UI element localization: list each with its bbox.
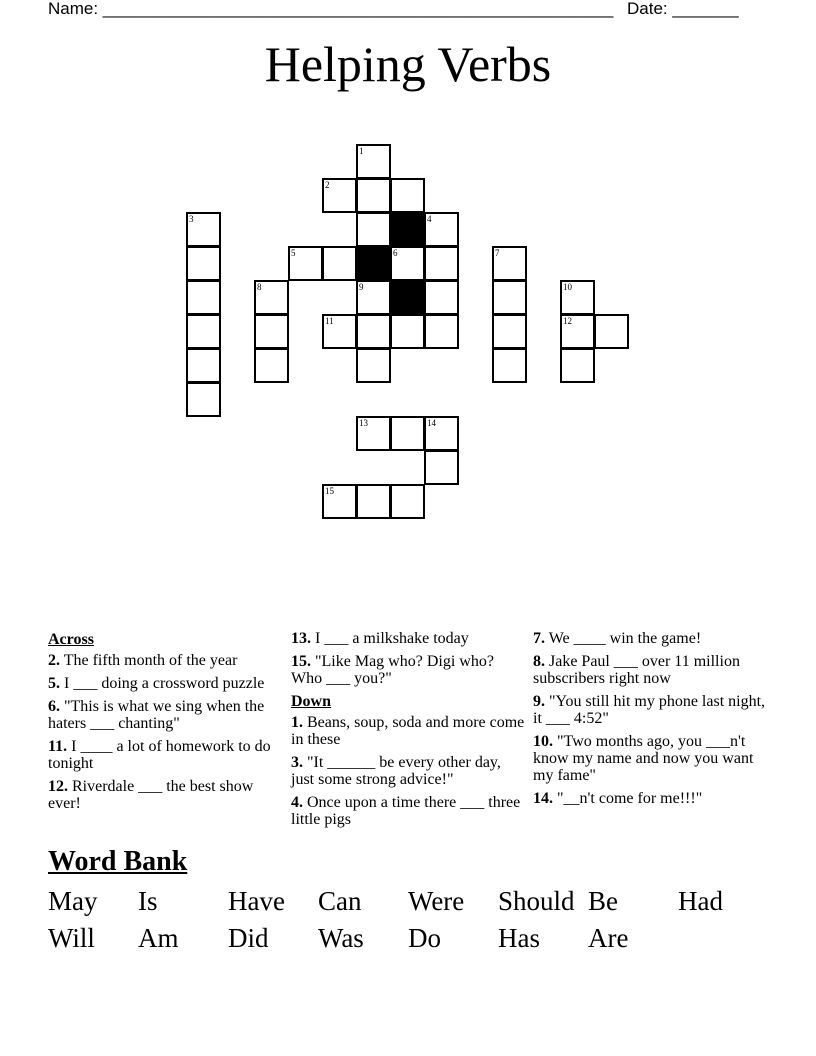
clue-number: 13 bbox=[359, 418, 368, 428]
clue bbox=[48, 738, 284, 772]
clue-number: 13. bbox=[291, 630, 311, 647]
clue-text: "You still hit my phone last night, it ___ 4:52" bbox=[533, 693, 766, 727]
crossword-cell[interactable] bbox=[492, 246, 527, 281]
clue-number: 12. bbox=[48, 778, 68, 795]
clue-number: 15 bbox=[325, 486, 334, 496]
black-square bbox=[356, 246, 391, 281]
crossword-cell[interactable] bbox=[356, 144, 391, 179]
crossword-cell[interactable] bbox=[390, 178, 425, 213]
clue-text: Once upon a time there ___ three little pigs bbox=[291, 794, 521, 828]
crossword-cell[interactable] bbox=[594, 314, 629, 349]
clue bbox=[48, 652, 284, 669]
crossword-cell[interactable] bbox=[424, 280, 459, 315]
clue-number: 4 bbox=[427, 214, 432, 224]
clue bbox=[533, 630, 769, 647]
word-bank-word: Are bbox=[588, 923, 629, 953]
clue-number: 15. bbox=[291, 653, 311, 670]
clue bbox=[533, 733, 769, 784]
black-square bbox=[390, 280, 425, 315]
crossword-cell[interactable] bbox=[492, 348, 527, 383]
crossword-cell[interactable] bbox=[254, 314, 289, 349]
word-bank-word: Be bbox=[588, 886, 618, 916]
crossword-cell[interactable] bbox=[356, 178, 391, 213]
clue-number: 6 bbox=[393, 248, 398, 258]
crossword-cell[interactable] bbox=[322, 314, 357, 349]
clue-text: "Two months ago, you ___n't know my name and now you want my fame" bbox=[533, 733, 754, 784]
clue-number: 7. bbox=[533, 630, 545, 647]
crossword-cell[interactable] bbox=[492, 314, 527, 349]
crossword-cell[interactable] bbox=[322, 246, 357, 281]
crossword-cell[interactable] bbox=[254, 280, 289, 315]
across-heading: Across bbox=[48, 631, 94, 648]
clue bbox=[48, 778, 284, 812]
crossword-cell[interactable] bbox=[186, 348, 221, 383]
crossword-cell[interactable] bbox=[288, 246, 323, 281]
word-bank-word: Do bbox=[408, 923, 441, 953]
clue-text: Riverdale ___ the best show ever! bbox=[48, 778, 254, 812]
clue-text: I ___ a milkshake today bbox=[311, 630, 469, 647]
crossword-cell[interactable] bbox=[424, 314, 459, 349]
date-line: Date: _______ bbox=[627, 0, 739, 18]
word-bank-word: Will bbox=[48, 923, 95, 953]
clue-text: "This is what we sing when the haters ___ chanting" bbox=[48, 698, 265, 732]
clue bbox=[291, 630, 527, 647]
clue-number: 14. bbox=[533, 790, 553, 807]
crossword-cell[interactable] bbox=[560, 348, 595, 383]
clue bbox=[533, 790, 769, 807]
word-bank-word: Have bbox=[228, 886, 285, 916]
clue bbox=[291, 653, 527, 687]
clue-number: 1 bbox=[359, 146, 364, 156]
clue-number: 2. bbox=[48, 652, 60, 669]
clue bbox=[533, 693, 769, 727]
word-bank-word: Can bbox=[318, 886, 362, 916]
crossword-cell[interactable] bbox=[390, 246, 425, 281]
clue-number: 2 bbox=[325, 180, 330, 190]
clue-number: 12 bbox=[563, 316, 572, 326]
crossword-cell[interactable] bbox=[560, 314, 595, 349]
clue bbox=[48, 698, 284, 732]
clue-number: 10. bbox=[533, 733, 553, 750]
clue bbox=[291, 714, 527, 748]
clue-column-1 bbox=[48, 630, 284, 818]
crossword-cell[interactable] bbox=[356, 314, 391, 349]
clue-text: I ___ doing a crossword puzzle bbox=[60, 675, 265, 692]
clue-text: "__n't come for me!!!" bbox=[553, 790, 703, 807]
clue bbox=[48, 675, 284, 692]
clue-column-3 bbox=[533, 630, 769, 813]
crossword-cell[interactable] bbox=[356, 212, 391, 247]
clue-number: 3 bbox=[189, 214, 194, 224]
crossword-cell[interactable] bbox=[492, 280, 527, 315]
crossword-cell[interactable] bbox=[356, 484, 391, 519]
crossword-cell[interactable] bbox=[390, 314, 425, 349]
black-square bbox=[390, 212, 425, 247]
clue-number: 9 bbox=[359, 282, 364, 292]
crossword-cell[interactable] bbox=[322, 178, 357, 213]
crossword-cell[interactable] bbox=[186, 382, 221, 417]
clue-number: 4. bbox=[291, 794, 303, 811]
clue-text: "It ______ be every other day, just some strong advice!" bbox=[291, 754, 501, 788]
word-bank-word: Was bbox=[318, 923, 364, 953]
clue-text: Beans, soup, soda and more come in these bbox=[291, 714, 525, 748]
word-bank-word: Should bbox=[498, 886, 575, 916]
crossword-cell[interactable] bbox=[186, 314, 221, 349]
word-bank-title: Word Bank bbox=[48, 846, 188, 877]
crossword-cell[interactable] bbox=[186, 246, 221, 281]
clue-text: We ____ win the game! bbox=[545, 630, 702, 647]
name-line: Name: ______________________________________________________ bbox=[48, 0, 614, 18]
clue bbox=[291, 794, 527, 828]
clue bbox=[291, 754, 527, 788]
crossword-cell[interactable] bbox=[424, 450, 459, 485]
clue-number: 14 bbox=[427, 418, 436, 428]
clue-column-2 bbox=[291, 630, 527, 834]
crossword-cell[interactable] bbox=[390, 416, 425, 451]
clue-number: 6. bbox=[48, 698, 60, 715]
crossword-cell[interactable] bbox=[356, 280, 391, 315]
page-title: Helping Verbs bbox=[264, 36, 552, 92]
word-bank-word: Is bbox=[138, 886, 158, 916]
clue-number: 11 bbox=[325, 316, 334, 326]
word-bank-word: Has bbox=[498, 923, 540, 953]
word-bank-word: Did bbox=[228, 923, 269, 953]
crossword-cell[interactable] bbox=[424, 416, 459, 451]
clue-text: Jake Paul ___ over 11 million subscribers right now bbox=[533, 653, 740, 687]
crossword-cell[interactable] bbox=[356, 416, 391, 451]
crossword-cell[interactable] bbox=[356, 348, 391, 383]
clue-text: "Like Mag who? Digi who? Who ___ you?" bbox=[291, 653, 494, 687]
crossword-cell[interactable] bbox=[390, 484, 425, 519]
clue-number: 3. bbox=[291, 754, 303, 771]
clue-number: 8. bbox=[533, 653, 545, 670]
clue bbox=[533, 653, 769, 687]
word-bank-word: Had bbox=[678, 886, 723, 916]
crossword-cell[interactable] bbox=[424, 212, 459, 247]
crossword-cell[interactable] bbox=[560, 280, 595, 315]
clue-number: 5 bbox=[291, 248, 296, 258]
crossword-cell[interactable] bbox=[186, 280, 221, 315]
clue-text: The fifth month of the year bbox=[60, 652, 238, 669]
word-bank-word: May bbox=[48, 886, 98, 916]
clue-text: I ____ a lot of homework to do tonight bbox=[48, 738, 271, 772]
crossword-cell[interactable] bbox=[424, 246, 459, 281]
clue-number: 7 bbox=[495, 248, 500, 258]
word-bank-word: Am bbox=[138, 923, 179, 953]
down-heading: Down bbox=[291, 693, 332, 710]
crossword-cell[interactable] bbox=[322, 484, 357, 519]
clue-number: 1. bbox=[291, 714, 303, 731]
crossword-cell[interactable] bbox=[254, 348, 289, 383]
clue-number: 9. bbox=[533, 693, 545, 710]
clue-number: 5. bbox=[48, 675, 60, 692]
crossword-cell[interactable] bbox=[186, 212, 221, 247]
clue-number: 11. bbox=[48, 738, 68, 755]
clue-number: 10 bbox=[563, 282, 572, 292]
word-bank-word: Were bbox=[408, 886, 465, 916]
clue-number: 8 bbox=[257, 282, 262, 292]
